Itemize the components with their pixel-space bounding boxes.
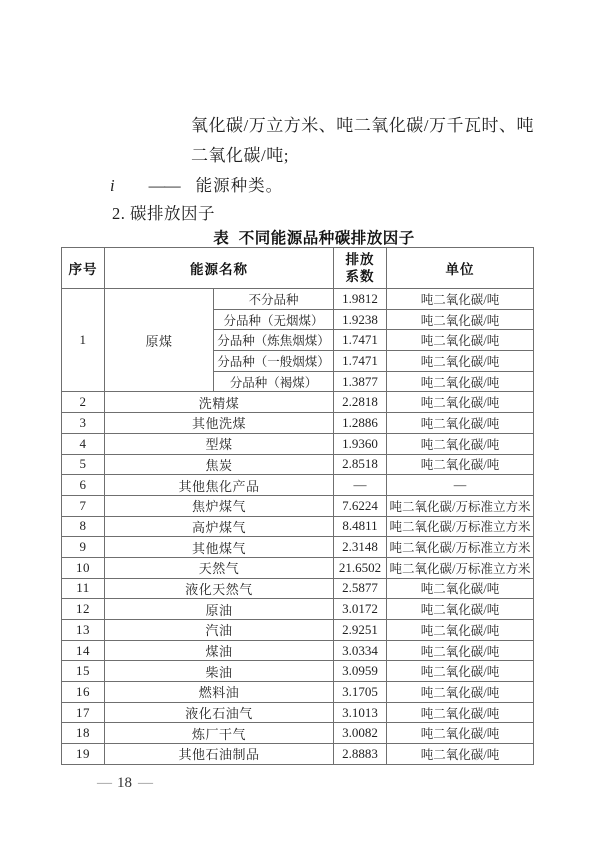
unit-cell: 吨二氧化碳/吨	[387, 309, 534, 330]
unit-cell: 吨二氧化碳/万标准立方米	[387, 557, 534, 578]
energy-name-cell: 燃料油	[105, 682, 334, 703]
unit-cell: 吨二氧化碳/吨	[387, 744, 534, 765]
factor-cell: 1.9238	[334, 309, 387, 330]
factor-cell: 3.0334	[334, 640, 387, 661]
seq-cell: 14	[62, 640, 105, 661]
table-row	[62, 723, 534, 744]
unit-cell: 吨二氧化碳/吨	[387, 578, 534, 599]
section-heading: 2. 碳排放因子	[112, 204, 215, 223]
factor-cell: 1.9360	[334, 433, 387, 454]
unit-cell: 吨二氧化碳/吨	[387, 371, 534, 392]
unit-cell: 吨二氧化碳/吨	[387, 661, 534, 682]
definition-line	[110, 172, 283, 196]
factor-cell: 1.7471	[334, 330, 387, 351]
factor-cell: 3.1705	[334, 682, 387, 703]
energy-name-cell: 液化石油气	[105, 702, 334, 723]
table-row	[62, 454, 534, 475]
table-row	[62, 702, 534, 723]
table-row	[62, 640, 534, 661]
header-factor-line2: 系数	[345, 269, 375, 284]
unit-cell: 吨二氧化碳/吨	[387, 392, 534, 413]
unit-cell: —	[387, 475, 534, 496]
table-row	[62, 744, 534, 765]
energy-subtype-cell: 分品种（无烟煤）	[214, 309, 334, 330]
unit-cell: 吨二氧化碳/吨	[387, 289, 534, 310]
factor-cell: 1.2886	[334, 413, 387, 434]
energy-name-cell: 高炉煤气	[105, 516, 334, 537]
energy-name-cell: 原煤	[105, 289, 214, 392]
table-row	[62, 516, 534, 537]
emission-factor-table	[61, 247, 534, 765]
factor-cell: 8.4811	[334, 516, 387, 537]
factor-cell: 3.0959	[334, 661, 387, 682]
factor-cell: 1.3877	[334, 371, 387, 392]
table-row	[62, 578, 534, 599]
energy-name-cell: 其他焦化产品	[105, 475, 334, 496]
table-row	[62, 413, 534, 434]
table-row	[62, 682, 534, 703]
seq-cell: 19	[62, 744, 105, 765]
seq-cell: 16	[62, 682, 105, 703]
factor-cell: —	[334, 475, 387, 496]
table-title: 表 不同能源品种碳排放因子	[213, 230, 415, 247]
table-row	[62, 475, 534, 496]
header-factor-line1: 排放	[345, 252, 375, 267]
unit-cell: 吨二氧化碳/吨	[387, 620, 534, 641]
seq-cell: 10	[62, 557, 105, 578]
seq-cell: 11	[62, 578, 105, 599]
table-header-row	[62, 248, 534, 289]
energy-name-cell: 煤油	[105, 640, 334, 661]
seq-cell: 17	[62, 702, 105, 723]
unit-cell: 吨二氧化碳/吨	[387, 682, 534, 703]
factor-cell: 2.8518	[334, 454, 387, 475]
energy-subtype-cell: 分品种（褐煤）	[214, 371, 334, 392]
seq-cell: 12	[62, 599, 105, 620]
seq-cell: 8	[62, 516, 105, 537]
paragraph-line-1: 氧化碳/万立方米、吨二氧化碳/万千瓦时、吨	[191, 116, 534, 135]
paragraph-line-2: 二氧化碳/吨;	[191, 146, 289, 165]
seq-cell: 1	[62, 289, 105, 392]
factor-cell: 1.9812	[334, 289, 387, 310]
unit-cell: 吨二氧化碳/吨	[387, 723, 534, 744]
energy-name-cell: 洗精煤	[105, 392, 334, 413]
table-row	[62, 661, 534, 682]
page-number-right-dash: —	[138, 775, 152, 791]
seq-cell: 7	[62, 495, 105, 516]
factor-cell: 1.7471	[334, 351, 387, 372]
energy-subtype-cell: 分品种（炼焦烟煤）	[214, 330, 334, 351]
page-number-value: 18	[117, 775, 132, 791]
factor-cell: 2.8883	[334, 744, 387, 765]
unit-cell: 吨二氧化碳/吨	[387, 702, 534, 723]
unit-cell: 吨二氧化碳/吨	[387, 640, 534, 661]
unit-cell: 吨二氧化碳/万标准立方米	[387, 495, 534, 516]
seq-cell: 4	[62, 433, 105, 454]
page-number-left-dash: —	[97, 775, 111, 791]
factor-cell: 21.6502	[334, 557, 387, 578]
energy-subtype-cell: 不分品种	[214, 289, 334, 310]
unit-cell: 吨二氧化碳/吨	[387, 330, 534, 351]
energy-name-cell: 焦炭	[105, 454, 334, 475]
table-row	[62, 433, 534, 454]
energy-name-cell: 焦炉煤气	[105, 495, 334, 516]
energy-name-cell: 汽油	[105, 620, 334, 641]
table-row	[62, 289, 534, 310]
factor-cell: 7.6224	[334, 495, 387, 516]
header-unit: 单位	[387, 248, 534, 289]
factor-cell: 2.9251	[334, 620, 387, 641]
emission-table-body	[62, 289, 534, 765]
table-row	[62, 599, 534, 620]
header-energy-name: 能源名称	[105, 248, 334, 289]
unit-cell: 吨二氧化碳/吨	[387, 599, 534, 620]
energy-name-cell: 其他煤气	[105, 537, 334, 558]
factor-cell: 3.1013	[334, 702, 387, 723]
factor-cell: 2.5877	[334, 578, 387, 599]
definition-text: 能源种类。	[195, 176, 284, 195]
factor-cell: 2.2818	[334, 392, 387, 413]
energy-name-cell: 柴油	[105, 661, 334, 682]
energy-name-cell: 其他洗煤	[105, 413, 334, 434]
unit-cell: 吨二氧化碳/吨	[387, 351, 534, 372]
variable-symbol: i	[110, 176, 115, 195]
table-row	[62, 620, 534, 641]
header-emission-factor	[334, 248, 387, 289]
unit-cell: 吨二氧化碳/吨	[387, 433, 534, 454]
table-row	[62, 392, 534, 413]
seq-cell: 9	[62, 537, 105, 558]
factor-cell: 3.0172	[334, 599, 387, 620]
seq-cell: 18	[62, 723, 105, 744]
seq-cell: 15	[62, 661, 105, 682]
energy-name-cell: 天然气	[105, 557, 334, 578]
energy-subtype-cell: 分品种（一般烟煤）	[214, 351, 334, 372]
header-seq: 序号	[62, 248, 105, 289]
seq-cell: 13	[62, 620, 105, 641]
table-row	[62, 495, 534, 516]
factor-cell: 2.3148	[334, 537, 387, 558]
seq-cell: 2	[62, 392, 105, 413]
table-header	[62, 248, 534, 289]
energy-name-cell: 液化天然气	[105, 578, 334, 599]
seq-cell: 3	[62, 413, 105, 434]
energy-name-cell: 原油	[105, 599, 334, 620]
unit-cell: 吨二氧化碳/万标准立方米	[387, 537, 534, 558]
unit-cell: 吨二氧化碳/吨	[387, 454, 534, 475]
energy-name-cell: 型煤	[105, 433, 334, 454]
energy-name-cell: 其他石油制品	[105, 744, 334, 765]
unit-cell: 吨二氧化碳/吨	[387, 413, 534, 434]
seq-cell: 5	[62, 454, 105, 475]
table-row	[62, 557, 534, 578]
factor-cell: 3.0082	[334, 723, 387, 744]
table-row	[62, 537, 534, 558]
seq-cell: 6	[62, 475, 105, 496]
definition-dash: ——	[148, 176, 180, 195]
unit-cell: 吨二氧化碳/万标准立方米	[387, 516, 534, 537]
energy-name-cell: 炼厂干气	[105, 723, 334, 744]
page-number	[97, 775, 152, 792]
